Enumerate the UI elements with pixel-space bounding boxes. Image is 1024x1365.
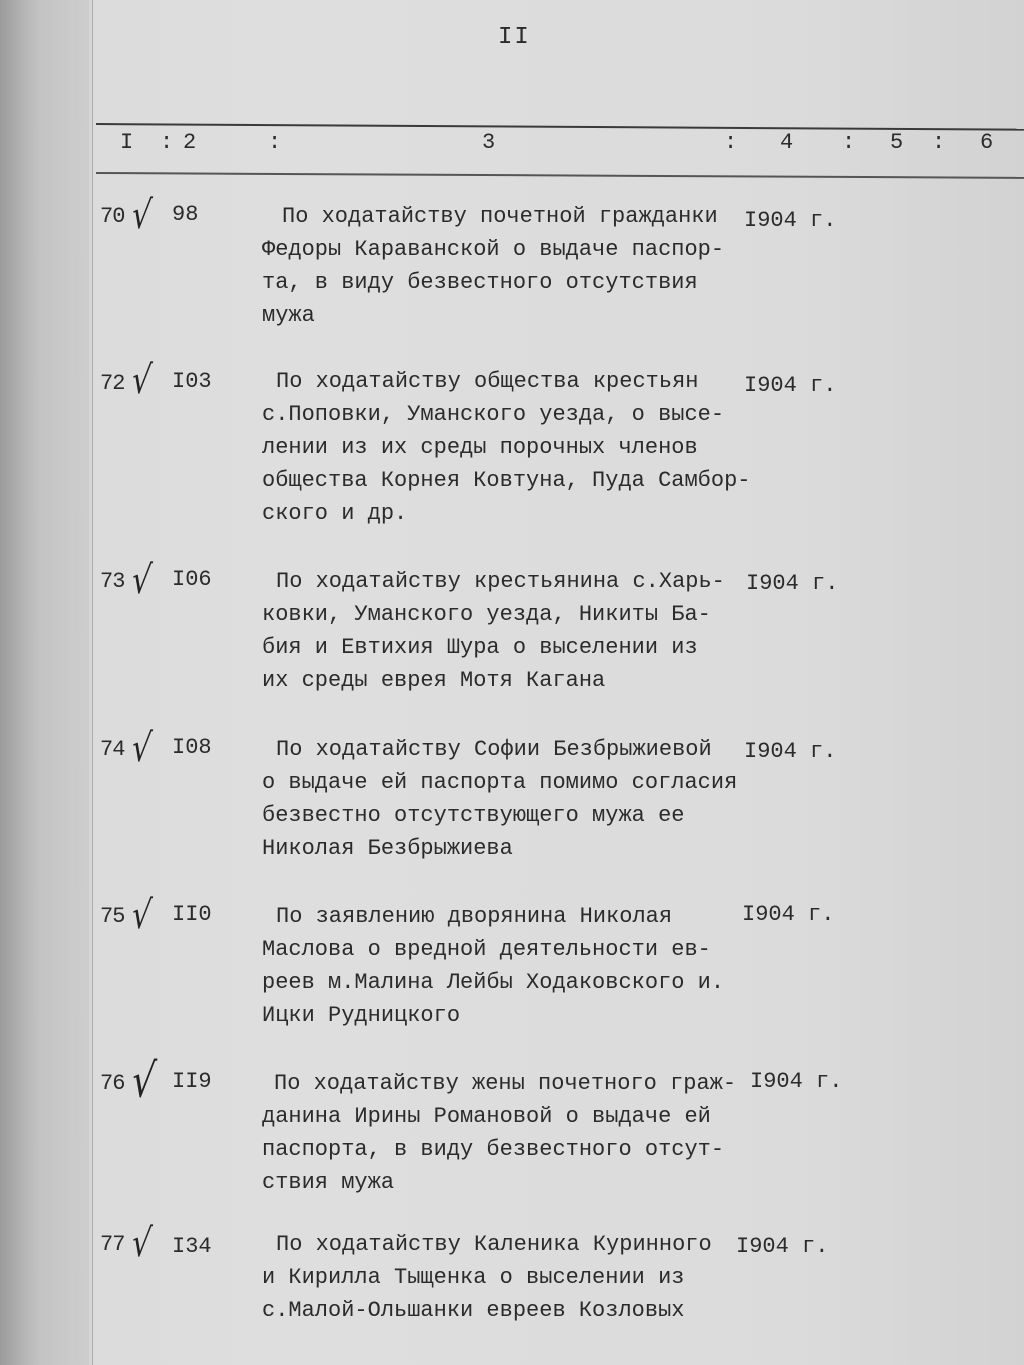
- column-header-3: 3: [482, 130, 496, 155]
- entry-reference: II9: [172, 1069, 212, 1094]
- entry-year: I904 г.: [744, 739, 837, 764]
- entry-reference: I03: [172, 369, 212, 394]
- checkmark-icon: √: [129, 1054, 158, 1109]
- column-separator: :: [268, 130, 282, 155]
- table-header-bottom-rule: [96, 172, 1024, 178]
- entry-number: 74: [100, 737, 125, 762]
- entry-reference: 98: [172, 202, 199, 227]
- entry-year: I904 г.: [736, 1234, 829, 1259]
- entry-year: I904 г.: [744, 208, 837, 233]
- column-separator: :: [160, 130, 174, 155]
- entry-description: По ходатайству жены почетного граж- данина Ирины Романовой о выдаче ей паспорта, в виду безвестного отсут- ствия мужа: [262, 1071, 737, 1195]
- entry-year: I904 г.: [746, 571, 839, 596]
- column-header-4: 4: [780, 130, 794, 155]
- entry-description: По ходатайству Софии Безбрыжиевой о выдаче ей паспорта помимо согласия безвестно отсутствующего мужа ее Николая Безбрыжиева: [262, 737, 738, 861]
- entry-reference: I06: [172, 567, 212, 592]
- entry-number: 77: [100, 1232, 125, 1257]
- entry-number: 75: [100, 904, 125, 929]
- entry-number: 70: [100, 204, 125, 229]
- entry-description: По ходатайству общества крестьян с.Поповки, Уманского уезда, о высе- лении из их среды порочных членов общества Корнея Ковтуна, Пуда Самбор- ского и др.: [262, 369, 751, 526]
- column-header-2: 2: [183, 130, 197, 155]
- checkmark-icon: √: [129, 725, 154, 772]
- checkmark-icon: √: [129, 892, 154, 939]
- checkmark-icon: √: [129, 192, 154, 239]
- page-number: II: [498, 24, 531, 51]
- column-header-6: 6: [980, 130, 994, 155]
- page-binding-shadow: [0, 0, 93, 1365]
- column-separator: :: [724, 130, 738, 155]
- column-separator: :: [842, 130, 856, 155]
- entry-reference: II0: [172, 902, 212, 927]
- checkmark-icon: √: [129, 357, 154, 404]
- entry-number: 73: [100, 569, 125, 594]
- entry-year: I904 г.: [742, 902, 835, 927]
- table-header-top-rule: [96, 123, 1024, 131]
- entry-description: По заявлению дворянина Николая Маслова о вредной деятельности ев- реев м.Малина Лейбы Ходаковского и. Ицки Рудницкого: [262, 904, 725, 1028]
- column-header-1: I: [120, 130, 134, 155]
- entry-number: 72: [100, 371, 125, 396]
- checkmark-icon: √: [129, 1220, 154, 1267]
- column-header-5: 5: [890, 130, 904, 155]
- checkmark-icon: √: [129, 557, 154, 604]
- entry-reference: I08: [172, 735, 212, 760]
- entry-year: I904 г.: [744, 373, 837, 398]
- entry-description: По ходатайству крестьянина с.Харь- ковки, Уманского уезда, Никиты Ба- бия и Евтихия Шура о выселении из их среды еврея Мотя Кагана: [262, 569, 725, 693]
- entry-description: По ходатайству почетной гражданки Федоры Караванской о выдаче паспор- та, в виду безвестного отсутствия мужа: [262, 204, 725, 328]
- entry-reference: I34: [172, 1234, 212, 1259]
- entry-year: I904 г.: [750, 1069, 843, 1094]
- column-separator: :: [932, 130, 946, 155]
- entry-number: 76: [100, 1071, 125, 1096]
- entry-description: По ходатайству Каленика Куринного и Кирилла Тыщенка о выселении из с.Малой-Ольшанки евреев Козловых: [262, 1232, 712, 1323]
